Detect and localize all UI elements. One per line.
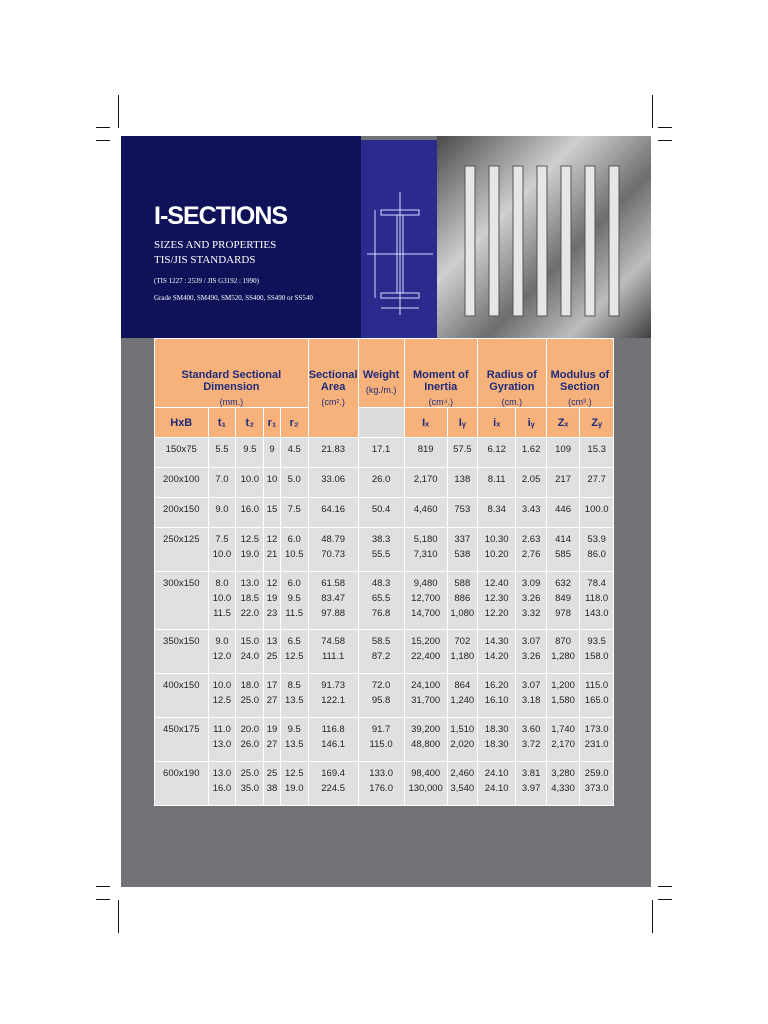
table-cell: 5.0 <box>280 468 308 498</box>
table-cell: 64.16 <box>308 498 358 528</box>
table-cell: 61.58 83.47 97.88 <box>308 572 358 630</box>
table-cell: 20.0 26.0 <box>236 718 264 762</box>
steel-beams-photo <box>437 136 651 338</box>
table-cell: 250x125 <box>155 528 209 572</box>
table-cell: 9 <box>264 438 281 468</box>
standard-reference: (TIS 1227 : 2539 / JIS G3192 : 1990) <box>154 277 259 285</box>
table-cell: 8.34 <box>477 498 516 528</box>
crop-mark <box>658 886 672 887</box>
table-cell: 58.5 87.2 <box>358 630 404 674</box>
table-cell: 350x150 <box>155 630 209 674</box>
table-cell: 10.30 10.20 <box>477 528 516 572</box>
table-cell: 33.06 <box>308 468 358 498</box>
table-cell: 8.11 <box>477 468 516 498</box>
table-cell: 173.0 231.0 <box>580 718 614 762</box>
table-cell: 3.60 3.72 <box>516 718 546 762</box>
crop-mark <box>96 899 110 900</box>
table-cell: 7.5 <box>280 498 308 528</box>
table-cell: 6.0 10.5 <box>280 528 308 572</box>
table-cell: 12 19 23 <box>264 572 281 630</box>
table-cell: 150x75 <box>155 438 209 468</box>
table-cell: 12 21 <box>264 528 281 572</box>
table-row <box>155 528 614 572</box>
table-cell: 8.5 13.5 <box>280 674 308 718</box>
table-cell: 18.0 25.0 <box>236 674 264 718</box>
table-cell: 116.8 146.1 <box>308 718 358 762</box>
i-beam-section-icon <box>361 140 437 338</box>
table-cell: 57.5 <box>447 438 477 468</box>
table-cell: 8.0 10.0 11.5 <box>208 572 236 630</box>
crop-mark <box>658 140 672 141</box>
table-cell: 17.1 <box>358 438 404 468</box>
table-cell: 753 <box>447 498 477 528</box>
i-beam-diagram <box>361 140 437 338</box>
table-cell: 109 <box>546 438 580 468</box>
table-row <box>155 674 614 718</box>
table-row <box>155 468 614 498</box>
table-cell: 864 1,240 <box>447 674 477 718</box>
crop-mark <box>118 95 119 128</box>
col-ry: iᵧ <box>516 408 546 438</box>
table-cell: 6.5 12.5 <box>280 630 308 674</box>
table-cell: 3.07 3.26 <box>516 630 546 674</box>
table-cell: 1,510 2,020 <box>447 718 477 762</box>
table-cell: 9.5 13.5 <box>280 718 308 762</box>
table-cell: 12.5 19.0 <box>280 762 308 806</box>
table-cell: 588 886 1,080 <box>447 572 477 630</box>
table-cell: 3.07 3.18 <box>516 674 546 718</box>
table-cell: 98,400 130,000 <box>404 762 447 806</box>
table-cell: 3.43 <box>516 498 546 528</box>
subtitle: TIS/JIS STANDARDS <box>154 254 256 266</box>
hero-title-block <box>121 136 361 338</box>
header-dimension: Standard Sectional Dimension (mm.) <box>155 339 309 408</box>
page-title: I-SECTIONS <box>154 202 288 230</box>
table-cell: 3.09 3.26 3.32 <box>516 572 546 630</box>
table-cell: 9.5 <box>236 438 264 468</box>
table-cell: 53.9 86.0 <box>580 528 614 572</box>
table-cell: 39,200 48,800 <box>404 718 447 762</box>
crop-mark <box>96 886 110 887</box>
table-cell: 2,170 <box>404 468 447 498</box>
col-t1: t₁ <box>208 408 236 438</box>
table-cell: 7.5 10.0 <box>208 528 236 572</box>
table-cell: 25 38 <box>264 762 281 806</box>
table-cell: 91.7 115.0 <box>358 718 404 762</box>
table-cell: 200x100 <box>155 468 209 498</box>
table-cell: 819 <box>404 438 447 468</box>
table-cell: 400x150 <box>155 674 209 718</box>
table-cell: 100.0 <box>580 498 614 528</box>
table-cell: 450x175 <box>155 718 209 762</box>
table-row <box>155 718 614 762</box>
table-cell: 600x190 <box>155 762 209 806</box>
crop-mark <box>658 899 672 900</box>
table-cell: 12.40 12.30 12.20 <box>477 572 516 630</box>
col-iy: Iᵧ <box>447 408 477 438</box>
table-cell: 2.63 2.76 <box>516 528 546 572</box>
table-cell: 169.4 224.5 <box>308 762 358 806</box>
table-cell: 21.83 <box>308 438 358 468</box>
table-cell: 18.30 18.30 <box>477 718 516 762</box>
col-t2: t₂ <box>236 408 264 438</box>
table-cell: 17 27 <box>264 674 281 718</box>
table-cell: 870 1,280 <box>546 630 580 674</box>
table-cell: 4.5 <box>280 438 308 468</box>
table-cell: 446 <box>546 498 580 528</box>
table-cell: 19 27 <box>264 718 281 762</box>
table-cell: 72.0 95.8 <box>358 674 404 718</box>
table-cell: 259.0 373.0 <box>580 762 614 806</box>
table-cell: 300x150 <box>155 572 209 630</box>
table-cell: 702 1,180 <box>447 630 477 674</box>
crop-mark <box>658 127 672 128</box>
table-cell: 9,480 12,700 14,700 <box>404 572 447 630</box>
table-row <box>155 498 614 528</box>
table-cell: 1.62 <box>516 438 546 468</box>
table-cell: 26.0 <box>358 468 404 498</box>
table-cell: 10 <box>264 468 281 498</box>
table-cell: 78.4 118.0 143.0 <box>580 572 614 630</box>
table-cell: 24,100 31,700 <box>404 674 447 718</box>
crop-mark <box>652 95 653 128</box>
table-cell: 15.3 <box>580 438 614 468</box>
table-cell: 4,460 <box>404 498 447 528</box>
col-ix: Iₓ <box>404 408 447 438</box>
table-cell: 138 <box>447 468 477 498</box>
table-cell: 13.0 16.0 <box>208 762 236 806</box>
table-cell: 10.0 <box>236 468 264 498</box>
header-weight: Weight (kg./m.) <box>358 339 404 408</box>
table-cell: 48.3 65.5 76.8 <box>358 572 404 630</box>
table-cell: 10.0 12.5 <box>208 674 236 718</box>
header-gyration: Radius of Gyration (cm.) <box>477 339 546 408</box>
table-cell: 1,200 1,580 <box>546 674 580 718</box>
grade-text: Grade SM400, SM490, SM520, SS400, SS490 or SS540 <box>154 294 313 302</box>
table-cell: 38.3 55.5 <box>358 528 404 572</box>
table-cell: 16.0 <box>236 498 264 528</box>
table-row <box>155 438 614 468</box>
crop-mark <box>96 127 110 128</box>
table-cell: 5,180 7,310 <box>404 528 447 572</box>
crop-mark <box>118 900 119 933</box>
table-cell: 632 849 978 <box>546 572 580 630</box>
table-cell: 7.0 <box>208 468 236 498</box>
table-cell: 337 538 <box>447 528 477 572</box>
table-cell: 3,280 4,330 <box>546 762 580 806</box>
col-r1: r₁ <box>264 408 281 438</box>
table-cell: 74.58 111.1 <box>308 630 358 674</box>
table-cell: 48.79 70.73 <box>308 528 358 572</box>
table-cell: 414 585 <box>546 528 580 572</box>
header-area: Sectional Area (cm².) <box>308 339 358 438</box>
col-r2: r₂ <box>280 408 308 438</box>
table-cell: 200x150 <box>155 498 209 528</box>
table-cell: 27.7 <box>580 468 614 498</box>
table-body <box>155 438 614 806</box>
table-cell: 6.0 9.5 11.5 <box>280 572 308 630</box>
table-cell: 93.5 158.0 <box>580 630 614 674</box>
table-cell: 14.30 14.20 <box>477 630 516 674</box>
header-inertia: Moment of Inertia (cm⁴.) <box>404 339 477 408</box>
table-row <box>155 630 614 674</box>
table-cell: 50.4 <box>358 498 404 528</box>
subtitle: SIZES AND PROPERTIES <box>154 239 277 251</box>
table-cell: 3.81 3.97 <box>516 762 546 806</box>
table-cell: 15 <box>264 498 281 528</box>
table-cell: 13.0 18.5 22.0 <box>236 572 264 630</box>
table-cell: 6.12 <box>477 438 516 468</box>
table-cell: 133.0 176.0 <box>358 762 404 806</box>
table-cell: 217 <box>546 468 580 498</box>
table-cell: 15.0 24.0 <box>236 630 264 674</box>
table-cell: 11.0 13.0 <box>208 718 236 762</box>
col-zx: Zₓ <box>546 408 580 438</box>
col-weight-sub <box>358 408 404 438</box>
table-cell: 1,740 2,170 <box>546 718 580 762</box>
col-zy: Zᵧ <box>580 408 614 438</box>
col-hxb: HxB <box>155 408 209 438</box>
table-cell: 91.73 122.1 <box>308 674 358 718</box>
table-cell: 25.0 35.0 <box>236 762 264 806</box>
table-cell: 13 25 <box>264 630 281 674</box>
table-cell: 2,460 3,540 <box>447 762 477 806</box>
crop-mark <box>96 140 110 141</box>
table-cell: 16.20 16.10 <box>477 674 516 718</box>
table-row <box>155 572 614 630</box>
i-section-table <box>154 338 614 806</box>
header-modulus: Modulus of Section (cm³.) <box>546 339 613 408</box>
table-cell: 5.5 <box>208 438 236 468</box>
table-cell: 12.5 19.0 <box>236 528 264 572</box>
crop-mark <box>652 900 653 933</box>
table-cell: 24.10 24.10 <box>477 762 516 806</box>
table-row <box>155 762 614 806</box>
col-rx: iₓ <box>477 408 516 438</box>
table-cell: 15,200 22,400 <box>404 630 447 674</box>
table-cell: 9.0 12.0 <box>208 630 236 674</box>
table-cell: 115.0 165.0 <box>580 674 614 718</box>
table-cell: 9.0 <box>208 498 236 528</box>
table-cell: 2.05 <box>516 468 546 498</box>
